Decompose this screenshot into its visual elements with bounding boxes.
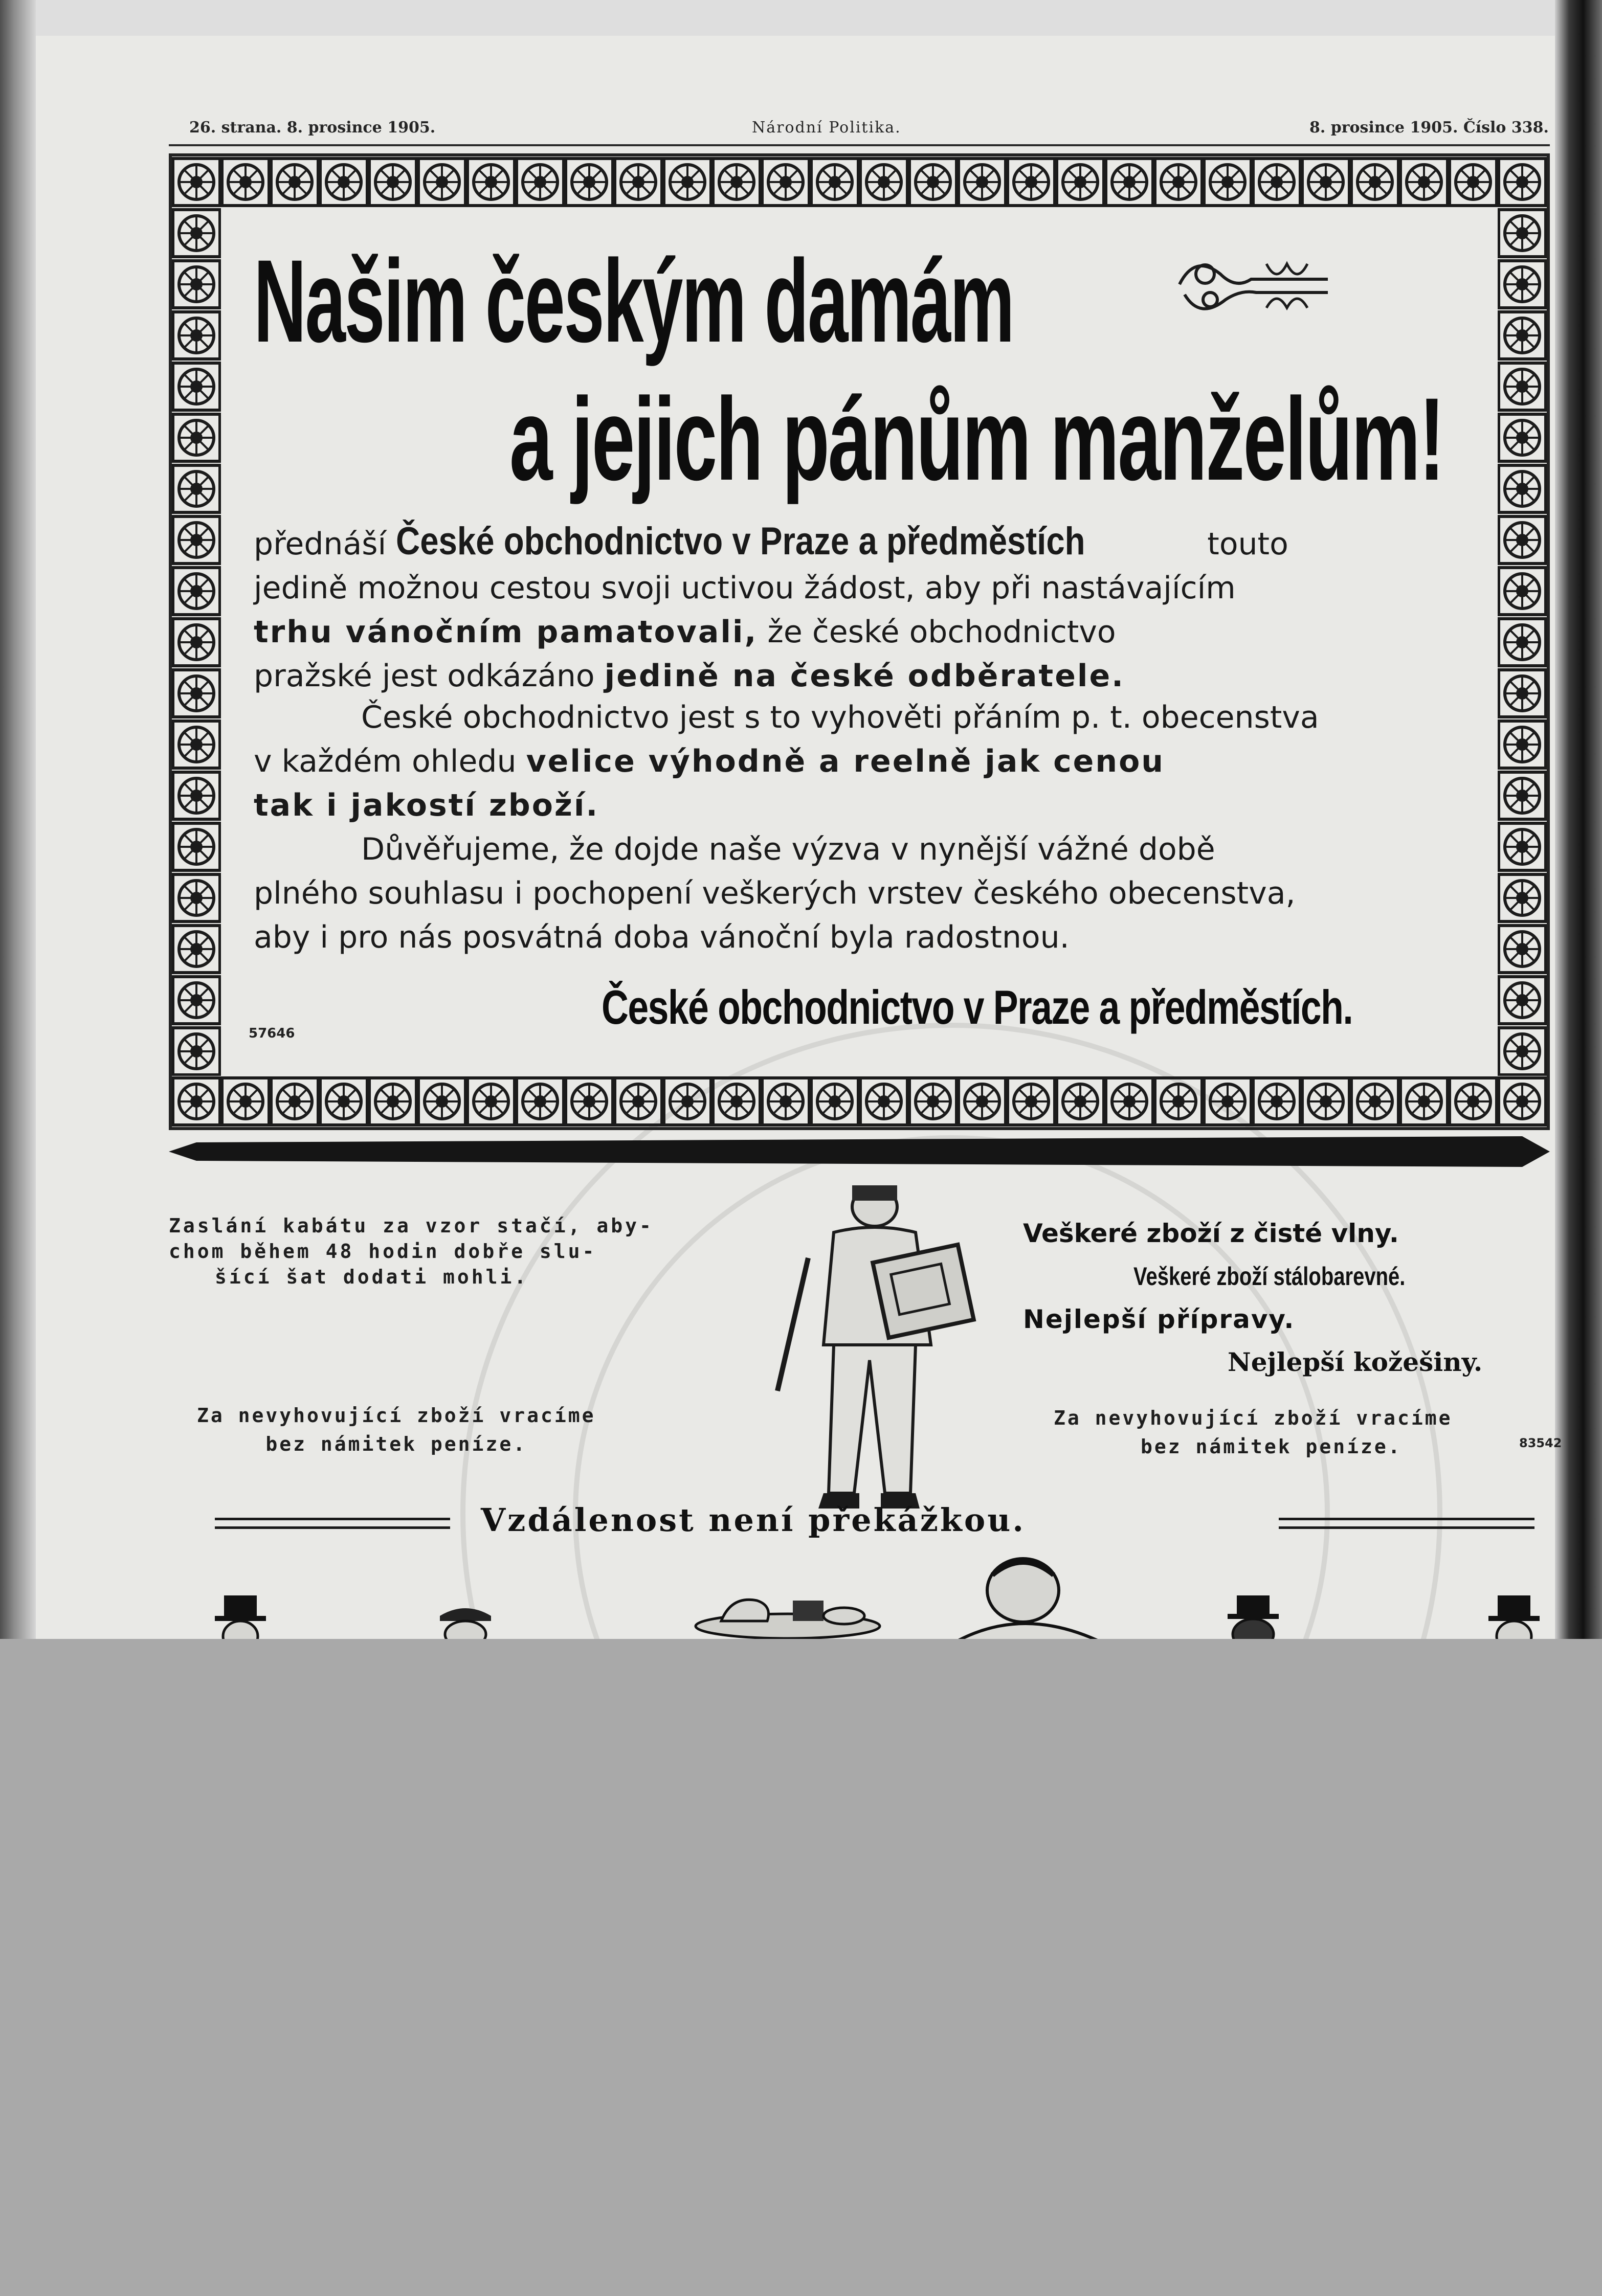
advertisement-box (169, 153, 1550, 1130)
page-left-shadow (0, 0, 36, 1639)
lower-right-line-2: Veškeré zboží stálobarevné. (1133, 1262, 1406, 1291)
page-right-shadow (1555, 0, 1602, 1639)
figure-smoking-man (946, 1555, 1110, 1639)
ornament-border-right (1498, 208, 1547, 1076)
figure-top-hat-man-center (1217, 1595, 1289, 1639)
paragraph-2-line-2: v každém ohledu velice výhodně a reelně jak cenou (254, 744, 1165, 779)
banner-rule-left (215, 1518, 450, 1529)
banner-heading: Vzdálenost není překážkou. (481, 1501, 1026, 1539)
paragraph-2 (254, 695, 1319, 827)
banner-rule-right (1279, 1518, 1534, 1529)
paragraph-1-line-2: jedině možnou cestou svoji uctivou žádost, aby při nastávajícím (254, 570, 1236, 606)
lower-right-line-1: Veškeré zboží z čisté vlny. (1023, 1219, 1399, 1248)
lower-right-refund (1054, 1404, 1452, 1461)
figure-cap-man (425, 1601, 506, 1639)
paragraph-2-line-1: České obchodnictvo jest s to vyhověti přáním p. t. obecenstva (361, 700, 1319, 735)
page-header-right: 8. prosince 1905. Číslo 338. (1309, 119, 1549, 137)
ornament-border-top (172, 156, 1547, 208)
lower-right-refund-line-1: Za nevyhovující zboží vracíme (1054, 1407, 1453, 1429)
figure-top-hat-man-left (210, 1595, 271, 1639)
lower-right-refund-line-2: bez námitek peníze. (1141, 1435, 1402, 1458)
lower-left-line-3: šící šat dodati mohli. (215, 1266, 529, 1288)
ornament-border-left (172, 208, 221, 1076)
lower-right-line-3: Nejlepší přípravy. (1023, 1304, 1295, 1334)
emphasis-trhu-vanocnim: trhu vánočním pamatovali, (254, 614, 758, 650)
paragraph-3 (254, 827, 1296, 959)
lower-right-text (1023, 1212, 1501, 1384)
page-header-title: Národní Politika. (752, 119, 901, 137)
lower-left-refund-line-2: bez námitek peníze. (265, 1433, 527, 1455)
lower-left-refund-line-1: Za nevyhovující zboží vracíme (197, 1404, 596, 1427)
lower-left-line-2: chom během 48 hodin dobře slu- (169, 1240, 597, 1263)
paragraph-3-line-3: aby i pro nás posvátná doba vánoční byla radostnou. (254, 919, 1070, 955)
paragraph-1-line-4: pražské jest odkázáno jedině na české odběratele. (254, 658, 1125, 694)
flourish-ornament (1174, 243, 1338, 325)
header-rule (169, 144, 1550, 146)
emphasis-obchodnictvo: České obchodnictvo v Praze a předměstích (396, 520, 1085, 563)
emphasis-jedine-na-ceske: jedině na české odběratele. (604, 658, 1125, 694)
ad-signature: České obchodnictvo v Praze a předměstích. (602, 980, 1353, 1034)
lower-left-text (169, 1213, 654, 1290)
lower-right-line-4: Nejlepší kožešiny. (1228, 1347, 1483, 1377)
separator-band (169, 1136, 1550, 1167)
porter-illustration (747, 1176, 992, 1516)
paragraph-1 (254, 520, 1288, 698)
figure-tea-table (691, 1585, 885, 1639)
paragraph-1-line-1: přednáší České obchodnictvo v Praze a předměstích touto (254, 520, 1288, 563)
page-top-edge (0, 0, 1602, 36)
emphasis-tak-i-jakosti: tak i jakostí zboží. (254, 787, 599, 823)
emphasis-velice-vyhodne: velice výhodně a reelně jak cenou (526, 744, 1165, 779)
headline-line-1: Našim českým damám (254, 235, 1014, 367)
ornament-border-bottom (172, 1076, 1547, 1127)
paragraph-1-line-3: trhu vánočním pamatovali, že české obchodnictvo (254, 614, 1116, 650)
lower-ad-number: 83542 (1519, 1436, 1562, 1450)
headline-line-2: a jejich pánům manželům! (509, 373, 1444, 505)
lower-left-refund (197, 1401, 595, 1458)
paragraph-3-line-2: plného souhlasu i pochopení veškerých vrstev českého obecenstva, (254, 875, 1296, 911)
figure-top-hat-man-right (1483, 1595, 1545, 1639)
ad-number: 57646 (249, 1026, 295, 1041)
paragraph-2-line-3 (254, 783, 1319, 827)
page-header-left: 26. strana. 8. prosince 1905. (189, 119, 436, 137)
lower-left-line-1: Zaslání kabátu za vzor stačí, aby- (169, 1214, 654, 1237)
paragraph-3-line-1: Důvěřujeme, že dojde naše výzva v nynější vážné době (361, 831, 1215, 867)
